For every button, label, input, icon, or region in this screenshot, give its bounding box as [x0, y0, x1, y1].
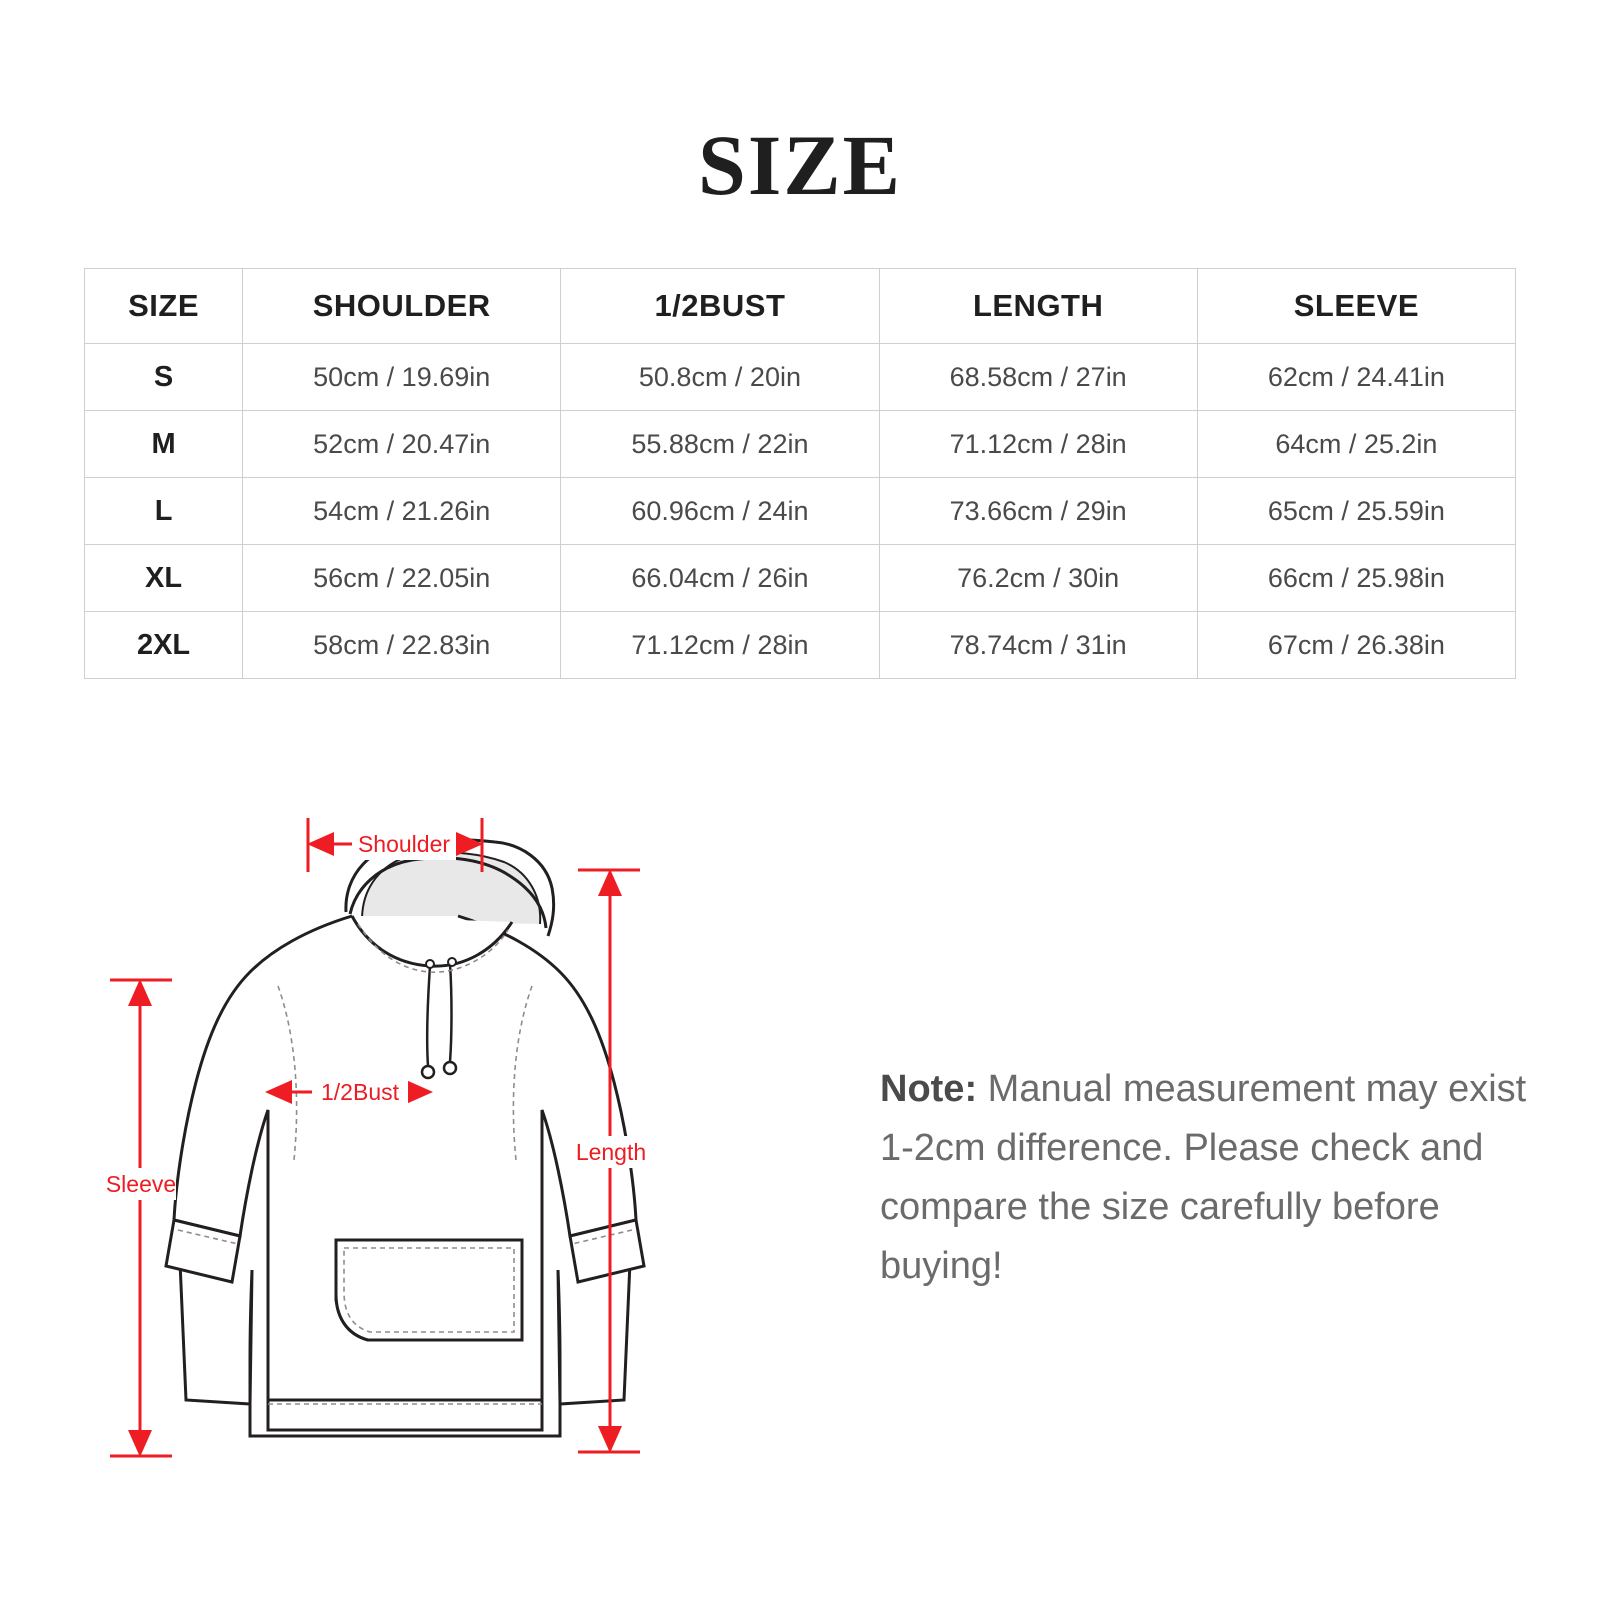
cell-length: 68.58cm / 27in — [879, 344, 1197, 411]
table-row — [85, 612, 1516, 679]
measurement-note — [880, 1060, 1530, 1296]
cell-bust: 60.96cm / 24in — [561, 478, 879, 545]
cell-bust: 50.8cm / 20in — [561, 344, 879, 411]
cell-shoulder: 54cm / 21.26in — [243, 478, 561, 545]
sleeve-measure — [106, 980, 176, 1456]
cell-size: XL — [85, 545, 243, 612]
table-row — [85, 478, 1516, 545]
column-header-shoulder: SHOULDER — [243, 269, 561, 344]
table-row — [85, 411, 1516, 478]
column-header-size: SIZE — [85, 269, 243, 344]
cell-size: S — [85, 344, 243, 411]
cell-size: L — [85, 478, 243, 545]
cell-shoulder: 56cm / 22.05in — [243, 545, 561, 612]
table-row — [85, 344, 1516, 411]
cell-sleeve: 64cm / 25.2in — [1197, 411, 1515, 478]
hoodie-measurement-diagram — [100, 800, 860, 1500]
cell-size: 2XL — [85, 612, 243, 679]
hoodie-illustration — [166, 840, 647, 1436]
cell-sleeve: 66cm / 25.98in — [1197, 545, 1515, 612]
cell-length: 78.74cm / 31in — [879, 612, 1197, 679]
shoulder-label: Shoulder — [357, 831, 451, 857]
size-chart-table — [84, 268, 1516, 679]
cell-shoulder: 52cm / 20.47in — [243, 411, 561, 478]
cell-length: 73.66cm / 29in — [879, 478, 1197, 545]
cell-shoulder: 50cm / 19.69in — [243, 344, 561, 411]
note-label: Note: — [880, 1068, 978, 1110]
length-label: Length — [575, 1139, 647, 1165]
column-header-sleeve: SLEEVE — [1197, 269, 1515, 344]
cell-sleeve: 67cm / 26.38in — [1197, 612, 1515, 679]
cell-sleeve: 65cm / 25.59in — [1197, 478, 1515, 545]
cell-length: 76.2cm / 30in — [879, 545, 1197, 612]
cell-bust: 66.04cm / 26in — [561, 545, 879, 612]
column-header-length: LENGTH — [879, 269, 1197, 344]
table-header-row — [85, 269, 1516, 344]
note-text: Manual measurement may exist 1-2cm difference. Please check and compare the size carefully before buying! — [880, 1068, 1527, 1287]
column-header-bust: 1/2BUST — [561, 269, 879, 344]
cell-length: 71.12cm / 28in — [879, 411, 1197, 478]
page-title: SIZE — [697, 117, 903, 213]
bust-label: 1/2Bust — [321, 1079, 399, 1105]
cell-sleeve: 62cm / 24.41in — [1197, 344, 1515, 411]
cell-bust: 71.12cm / 28in — [561, 612, 879, 679]
sleeve-label: Sleeve — [105, 1171, 177, 1197]
cell-shoulder: 58cm / 22.83in — [243, 612, 561, 679]
cell-bust: 55.88cm / 22in — [561, 411, 879, 478]
table-row — [85, 545, 1516, 612]
cell-size: M — [85, 411, 243, 478]
